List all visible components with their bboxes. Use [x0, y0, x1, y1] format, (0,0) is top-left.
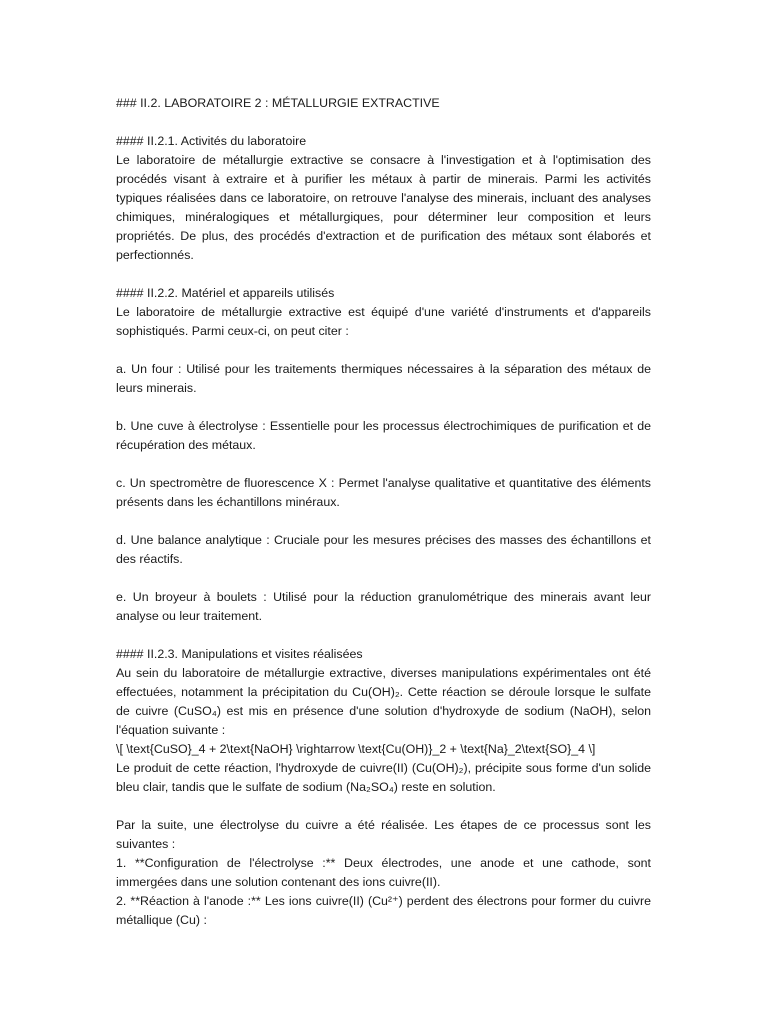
precipitate-paragraph: Le produit de cette réaction, l'hydroxyde de cuivre(II) (Cu(OH)₂), précipite sous forme d'un solide bleu clair, tandis que le sulfate de sodium (Na₂SO₄) reste en solution. — [116, 761, 651, 794]
spacer — [116, 455, 651, 474]
equipment-item-electrolysis-cell: b. Une cuve à électrolyse : Essentielle pour les processus électrochimiques de purification et de récupération des métaux. — [116, 419, 651, 452]
spacer — [116, 512, 651, 531]
equipment-item-analytical-balance: d. Une balance analytique : Cruciale pour les mesures précises des masses des échantillons et des réactifs. — [116, 533, 651, 566]
spacer — [116, 626, 651, 645]
manipulations-paragraph: Au sein du laboratoire de métallurgie extractive, diverses manipulations expérimentales ont été effectuées, notamment la précipitation du Cu(OH)₂. Cette réaction se déroule lorsque le sulfate de cuivre (CuSO₄) est mis en présence d'une solution d'hydroxyde de sodium (NaOH), selon l'équation suivante : — [116, 666, 651, 737]
spacer — [116, 797, 651, 816]
equipment-intro: Le laboratoire de métallurgie extractive est équipé d'une variété d'instruments et d'appareils sophistiqués. Parmi ceux-ci, on peut citer : — [116, 305, 651, 338]
subsection-heading-manipulations: #### II.2.3. Manipulations et visites réalisées — [116, 647, 363, 661]
equipment-item-ball-mill: e. Un broyeur à boulets : Utilisé pour la réduction granulométrique des minerais avant leur analyse ou leur traitement. — [116, 590, 651, 623]
electrolysis-intro: Par la suite, une électrolyse du cuivre a été réalisée. Les étapes de ce processus sont les suivantes : — [116, 818, 651, 851]
subsection-heading-equipment: #### II.2.2. Matériel et appareils utilisés — [116, 286, 335, 300]
document-body — [116, 94, 651, 930]
equipment-item-four: a. Un four : Utilisé pour les traitements thermiques nécessaires à la séparation des métaux de leurs minerais. — [116, 362, 651, 395]
electrolysis-step-1: 1. **Configuration de l'électrolyse :** Deux électrodes, une anode et une cathode, sont immergées dans une solution contenant des ions cuivre(II). — [116, 856, 651, 889]
spacer — [116, 398, 651, 417]
spacer — [116, 569, 651, 588]
spacer — [116, 113, 651, 132]
equipment-item-xrf-spectrometer: c. Un spectromètre de fluorescence X : Permet l'analyse qualitative et quantitative des éléments présents dans les échantillons minéraux. — [116, 476, 651, 509]
subsection-heading-activities: #### II.2.1. Activités du laboratoire — [116, 134, 307, 148]
spacer — [116, 341, 651, 360]
section-heading: ### II.2. LABORATOIRE 2 : MÉTALLURGIE EXTRACTIVE — [116, 96, 440, 110]
spacer — [116, 265, 651, 284]
electrolysis-step-2: 2. **Réaction à l'anode :** Les ions cuivre(II) (Cu²⁺) perdent des électrons pour former du cuivre métallique (Cu) : — [116, 894, 651, 927]
activities-paragraph: Le laboratoire de métallurgie extractive se consacre à l'investigation et à l'optimisation des procédés visant à extraire et à purifier les métaux à partir de minerais. Parmi les activités typiques réalisées dans ce laboratoire, on retrouve l'analyse des minerais, incluant des analyses chimiques, minéralogiques et métallurgiques, pour déterminer leur composition et leurs propriétés. De plus, des procédés d'extraction et de purification des métaux sont élaborés et perfectionnés. — [116, 153, 651, 262]
equation-line: \[ \text{CuSO}_4 + 2\text{NaOH} \rightarrow \text{Cu(OH)}_2 + \text{Na}_2\text{SO}_4 \] — [116, 742, 596, 756]
